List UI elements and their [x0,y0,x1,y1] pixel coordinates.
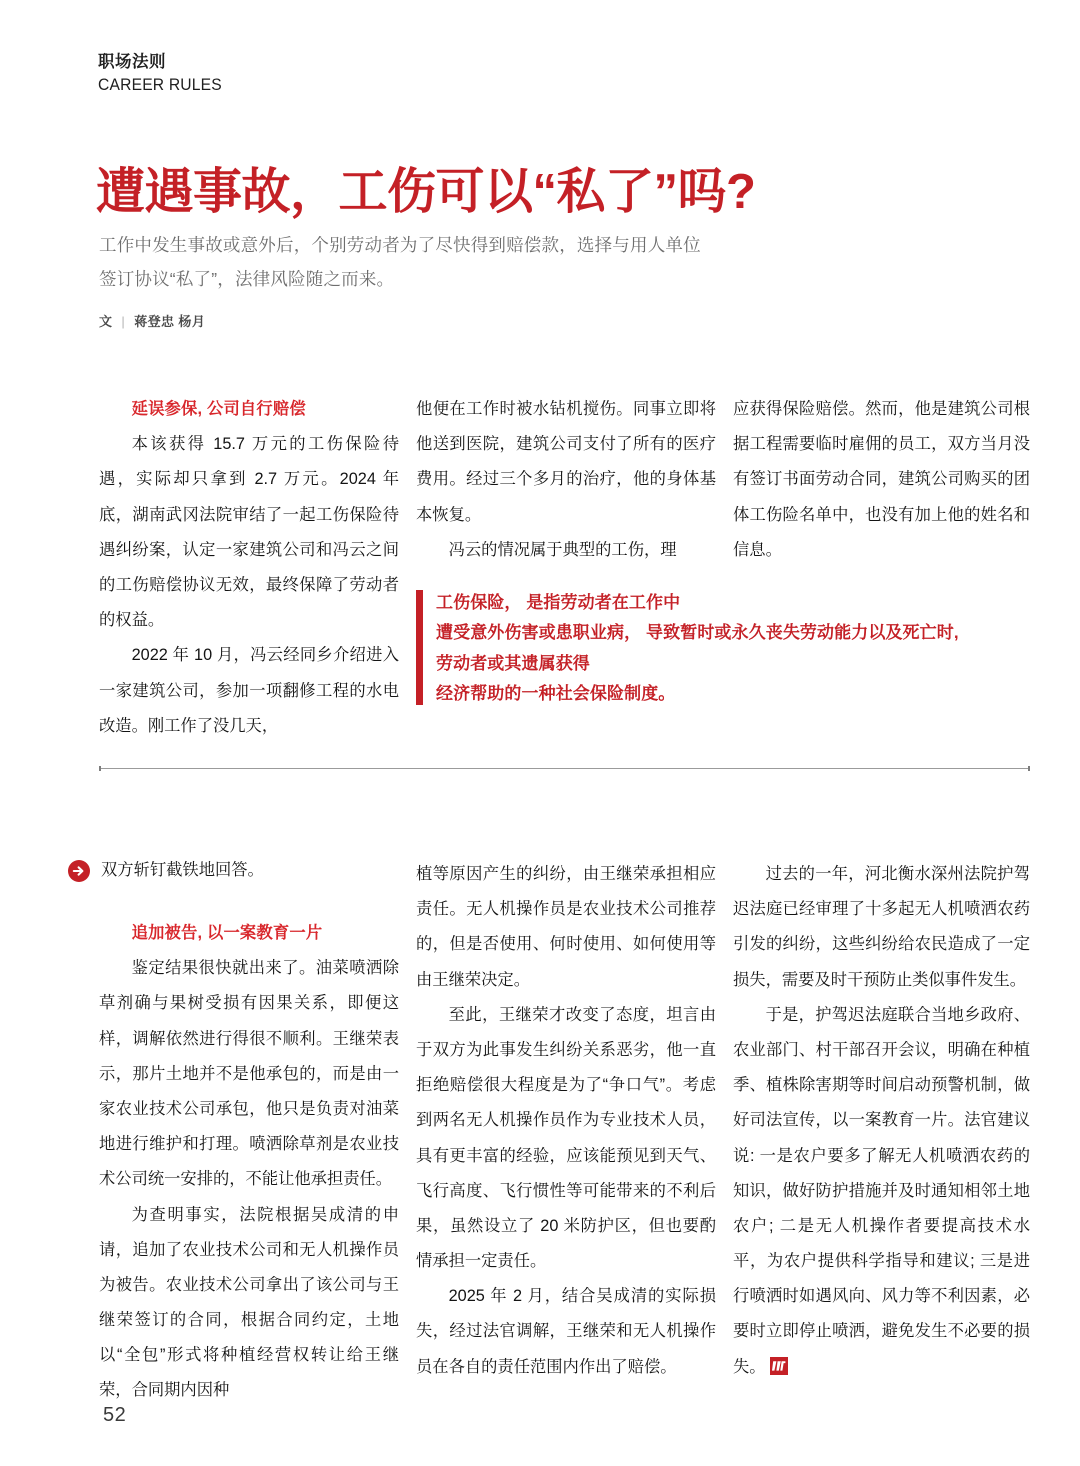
top-column-3 [733,392,1030,568]
byline-label: 文 [99,314,113,329]
paragraph: 植等原因产生的纠纷，由王继荣承担相应责任。无人机操作员是农业技术公司推荐的，但是否使用、何时使用、如何使用等由王继荣决定。 [416,865,716,989]
page-title: 遭遇事故，工伤可以“私了”吗? [96,164,756,219]
paragraph: 过去的一年，河北衡水深州法院护驾迟法庭已经审理了十多起无人机喷洒农药引发的纠纷，这些纠纷给农民造成了一定损失，需要及时干预防止类似事件发生。 [733,865,1030,989]
pullquote-line: 劳动者或其遗属获得 [436,653,590,673]
pullquote-line: 遭受意外伤害或患职业病， 导致暂时或永久丧失劳动能力以及死亡时, [436,623,959,643]
paragraph: 鉴定结果很快就出来了。油菜喷洒除草剂确与果树受损有因果关系，即便这样，调解依然进行得很不顺利。王继荣表示，那片土地并不是他承包的，而是由一家农业技术公司承包，他只是负责对油菜地进行维护和打理。喷洒除草剂是农业技术公司统一安排的，不能让他承担责任。 [99,959,399,1189]
kicker-chinese: 职场法则 [98,53,166,71]
paragraph: 本该获得 15.7 万元的工伤保险待遇，实际却只拿到 2.7 万元。2024 年底，湖南武冈法院审结了一起工伤保险待遇纠纷案，认定一家建筑公司和冯云之间的工伤赔偿协议无效，最终保障了劳动者的权益。 [99,435,399,630]
kicker-english: CAREER RULES [98,74,222,94]
byline-separator: | [121,314,126,329]
byline-authors: 蒋登忠 杨月 [134,314,206,329]
paragraph: 他便在工作时被水钻机搅伤。同事立即将他送到医院，建筑公司支付了所有的医疗费用。经过三个多月的治疗，他的身体基本恢复。 [416,400,716,524]
pullquote-line: 工伤保险， 是指劳动者在工作中 [436,593,681,612]
masthead [98,52,233,96]
top-column-1 [99,392,399,744]
bottom-column-1 [99,916,399,1409]
article-end-marker-icon [770,1357,788,1375]
paragraph-text: 于是，护驾迟法庭联合当地乡政府、农业部门、村干部召开会议，明确在种植季、植株除害期等时间启动预警机制，做好司法宣传，以一案教育一片。法官建议说: 一是农户要多了解无人机喷洒农药的知识，做好防护措施并及时通知相邻土地农户; 二是无人机操作者要提高技术水平，为农户提供科学指导和建议; 三是进行喷洒时如遇风向、风力等不利因素，必要时立即停止喷洒，避免发生不必要的损失。 [733,1005,1030,1376]
lead-in-text: 双方斩钉截铁地回答。 [101,861,264,879]
paragraph: 冯云的情况属于典型的工伤，理 [448,540,677,559]
paragraph: 2025 年 2 月，结合吴成清的实际损失，经过法官调解，王继荣和无人机操作员在各自的责任范围内作出了赔偿。 [416,1287,716,1376]
lead-in-callout [68,857,264,885]
pullquote [416,588,1030,709]
paragraph: 2022 年 10 月，冯云经同乡介绍进入一家建筑公司，参加一项翻修工程的水电改造。刚工作了没几天， [99,646,399,735]
section-subhead-2: 追加被告, 以一案教育一片 [131,924,323,942]
paragraph: 至此，王继荣才改变了态度，坦言由于双方为此事发生纠纷关系恶劣，他一直拒绝赔偿很大程度是为了“争口气”。考虑到两名无人机操作员作为专业技术人员，具有更丰富的经验，应该能预见到天气、飞行高度、飞行惯性等可能带来的不利后果，虽然设立了 20 米防护区，但也要酌情承担一定责任。 [416,1005,716,1271]
paragraph: 应获得保险赔偿。然而，他是建筑公司根据工程需要临时雇佣的员工，双方当月没有签订书面劳动合同，建筑公司购买的团体工伤险名单中，也没有加上他的姓名和信息。 [733,400,1030,559]
arrow-right-circle-icon [68,860,90,882]
article-deck: 工作中发生事故或意外后，个别劳动者为了尽快得到赔偿款，选择与用人单位签订协议“私了”，法律风险随之而来。 [99,235,701,290]
bottom-column-2 [416,857,716,1385]
bottom-column-3 [733,857,1030,1385]
section-subhead-1: 延误参保, 公司自行赔偿 [131,400,306,418]
section-divider [99,768,1030,769]
pullquote-line: 经济帮助的一种社会保险制度。 [436,683,676,703]
page-number: 52 [103,1404,127,1426]
paragraph-with-endmark [733,998,1030,1385]
byline [99,311,205,330]
paragraph: 为查明事实，法院根据吴成清的申请，追加了农业技术公司和无人机操作员为被告。农业技术公司拿出了该公司与王继荣签订的合同，根据合同约定，土地以“全包”形式将种植经营权转让给王继荣，合同期内因种 [99,1205,399,1400]
top-column-2 [416,392,716,568]
